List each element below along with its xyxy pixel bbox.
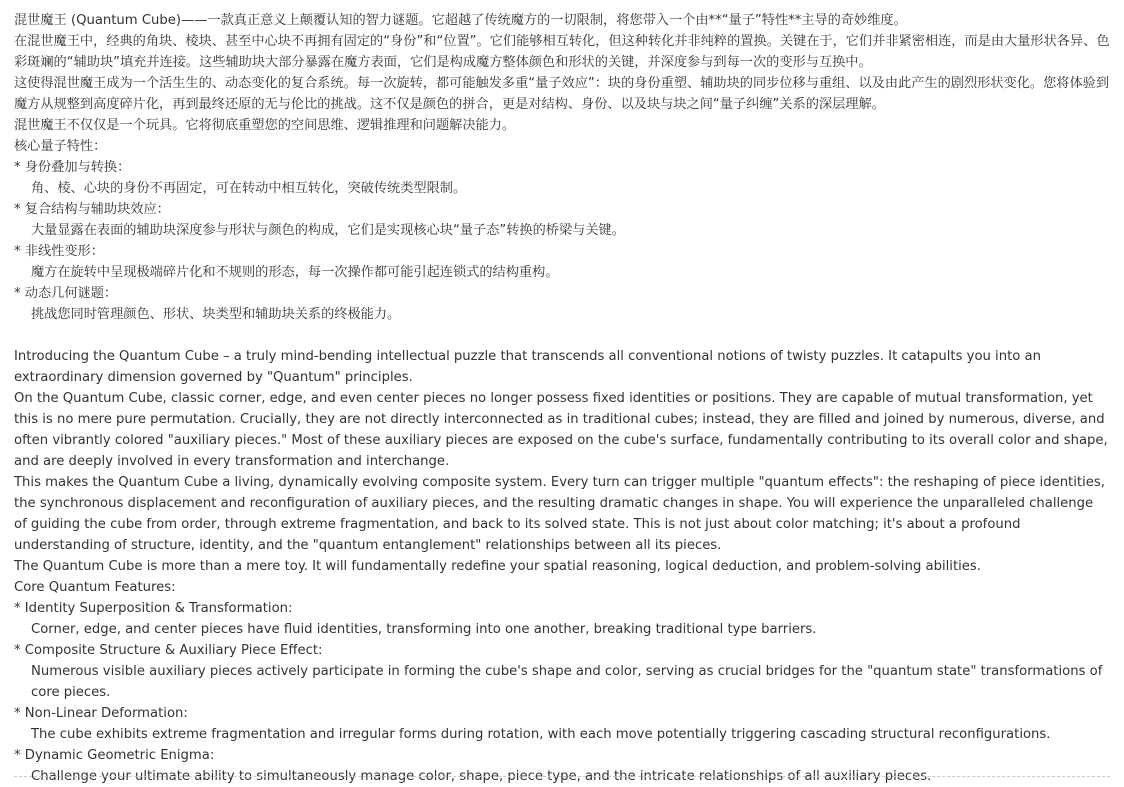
chinese-section <box>14 10 1110 325</box>
en-feature-desc: The cube exhibits extreme fragmentation and irregular forms during rotation, with each move potentially triggering cascading structural reconfigurations. <box>31 727 1051 742</box>
en-feature-desc: Corner, edge, and center pieces have fluid identities, transforming into one another, breaking traditional type barriers. <box>31 622 817 637</box>
zh-paragraph-1: 在混世魔王中，经典的角块、棱块、甚至中心块不再拥有固定的“身份”和“位置”。它们能够相互转化，但这种转化并非纯粹的置换。关键在于，它们并非紧密相连，而是由大量形状各异、色彩斑斓的“辅助块”填充并连接。这些辅助块大部分暴露在魔方表面，它们是构成魔方整体颜色和形状的关键，并深度参与到每一次的变形与互换中。 <box>14 34 1110 70</box>
en-features-heading: Core Quantum Features: <box>14 580 176 595</box>
zh-feature-title: * 动态几何谜题： <box>14 286 118 301</box>
en-feature-title: * Non-Linear Deformation: <box>14 706 188 721</box>
zh-feature-desc: 魔方在旋转中呈现极端碎片化和不规则的形态，每一次操作都可能引起连锁式的结构重构。 <box>31 265 559 280</box>
bottom-divider <box>14 776 1110 777</box>
zh-intro: 混世魔王 (Quantum Cube)——一款真正意义上颠覆认知的智力谜题。它超越了传统魔方的一切限制，将您带入一个由**“量子”特性**主导的奇妙维度。 <box>14 13 907 28</box>
en-feature-desc: Numerous visible auxiliary pieces actively participate in forming the cube's shape and color, serving as crucial bridges for the "quantum state" transformations of core pieces. <box>31 664 1103 700</box>
zh-paragraph-2: 这使得混世魔王成为一个活生生的、动态变化的复合系统。每一次旋转，都可能触发多重“量子效应”：块的身份重塑、辅助块的同步位移与重组、以及由此产生的剧烈形状变化。您将体验到魔方从规整到高度碎片化，再到最终还原的无与伦比的挑战。这不仅是颜色的拼合，更是对结构、身份、以及块与块之间“量子纠缠”关系的深层理解。 <box>14 76 1110 112</box>
en-feature-title: * Composite Structure & Auxiliary Piece Effect: <box>14 643 323 658</box>
en-feature-desc: Challenge your ultimate ability to simultaneously manage color, shape, piece type, and the intricate relationships of all auxiliary pieces. <box>31 769 932 784</box>
zh-feature-title: * 身份叠加与转换： <box>14 160 131 175</box>
en-feature-title: * Identity Superposition & Transformation: <box>14 601 293 616</box>
en-feature-title: * Dynamic Geometric Enigma: <box>14 748 215 763</box>
section-spacer <box>14 325 1110 346</box>
en-paragraph-1: On the Quantum Cube, classic corner, edge, and even center pieces no longer possess fixed identities or positions. They are capable of mutual transformation, yet this is no mere pure permutation. Crucially, they are not directly interconnected as in traditional cubes; instead, they are filled and joined by numerous, diverse, and often vibrantly colored "auxiliary pieces." Most of these auxiliary pieces are exposed on the cube's surface, fundamentally contributing to its overall color and shape, and are deeply involved in every transformation and interchange. <box>14 391 1108 469</box>
en-intro: Introducing the Quantum Cube – a truly mind-bending intellectual puzzle that transcends all conventional notions of twisty puzzles. It catapults you into an extraordinary dimension governed by "Quantum" principles. <box>14 349 1041 385</box>
product-description <box>14 10 1110 787</box>
zh-feature-desc: 角、棱、心块的身份不再固定，可在转动中相互转化，突破传统类型限制。 <box>31 181 467 196</box>
zh-feature-title: * 复合结构与辅助块效应： <box>14 202 170 217</box>
en-paragraph-2: This makes the Quantum Cube a living, dynamically evolving composite system. Every turn can trigger multiple "quantum effects": the reshaping of piece identities, the synchronous displacement and reconfiguration of auxiliary pieces, and the resulting dramatic changes in shape. You will experience the unparalleled challenge of guiding the cube from order, through extreme fragmentation, and back to its solved state. This is not just about color matching; it's about a profound understanding of structure, identity, and the "quantum entanglement" relationships between all its pieces. <box>14 475 1105 553</box>
zh-feature-title: * 非线性变形： <box>14 244 104 259</box>
zh-paragraph-3: 混世魔王不仅仅是一个玩具。它将彻底重塑您的空间思维、逻辑推理和问题解决能力。 <box>14 118 516 133</box>
zh-feature-desc: 大量显露在表面的辅助块深度参与形状与颜色的构成，它们是实现核心块“量子态”转换的桥梁与关键。 <box>31 223 625 238</box>
en-paragraph-3: The Quantum Cube is more than a mere toy. It will fundamentally redefine your spatial reasoning, logical deduction, and problem-solving abilities. <box>14 559 981 574</box>
zh-feature-desc: 挑战您同时管理颜色、形状、块类型和辅助块关系的终极能力。 <box>31 307 401 322</box>
english-section <box>14 346 1110 787</box>
zh-features-heading: 核心量子特性： <box>14 139 107 154</box>
